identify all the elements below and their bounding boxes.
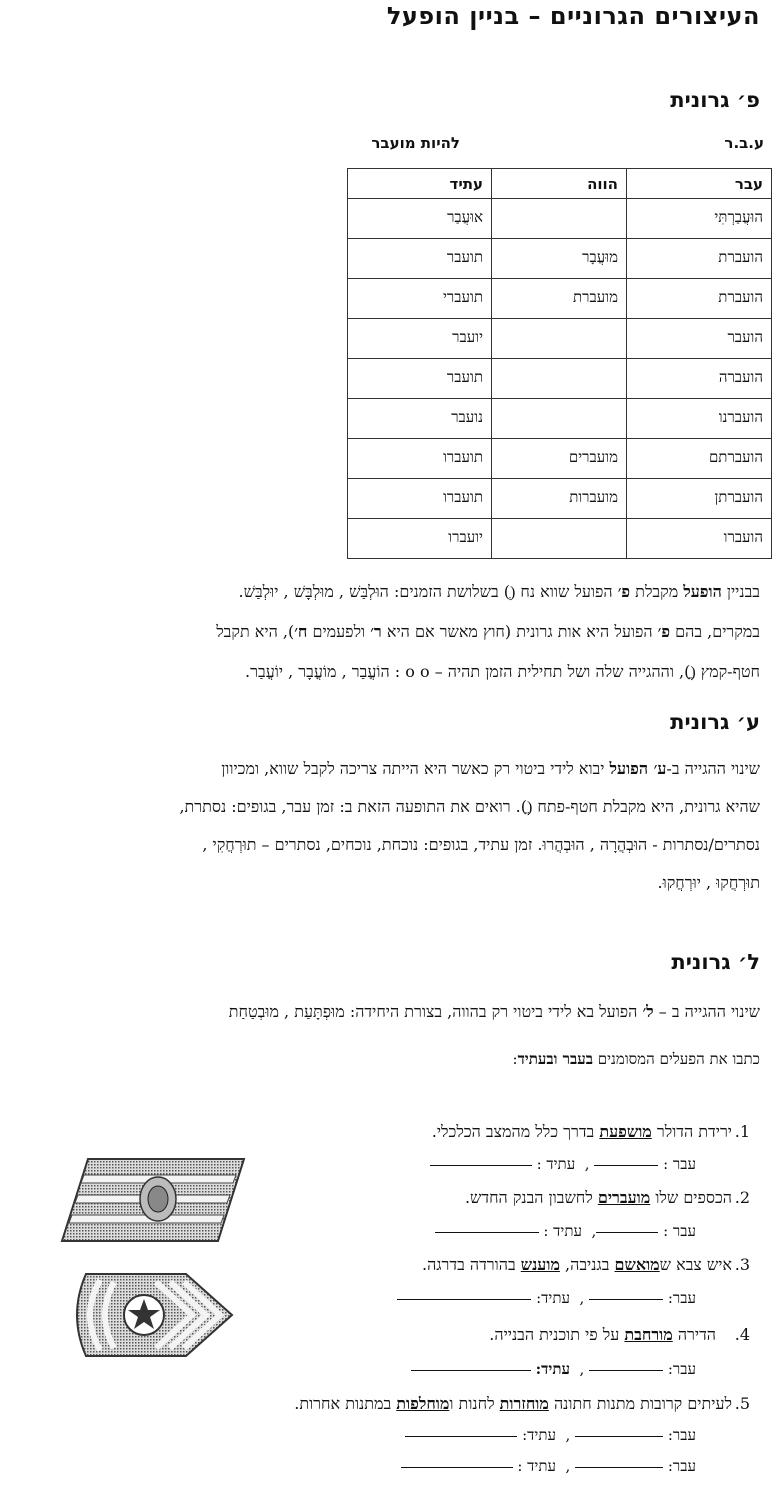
ayin-line-2: שהיא גרונית, היא מקבלת חטף-פתח (ֲ). רואים את התופעה הזאת ב: זמן עבר, בגופים: נסתרת, [179, 797, 760, 816]
past-label: עבר: [667, 1457, 696, 1475]
marked-verb: מועברים [597, 1188, 651, 1207]
table-cell [492, 319, 627, 359]
table-cell: הועברו [627, 519, 772, 559]
pe-line-2: במקרים, בהם פ׳ הפועל היא אות גרונית (חוץ מאשר אם היא ר׳ ולפעמים ח׳), היא תקבל [216, 622, 760, 641]
table-cell: הועברנו [627, 399, 772, 439]
column-header: עבר [627, 169, 772, 199]
table-row [348, 239, 772, 279]
root-label: ע.ב.ר [724, 134, 764, 152]
table-row [348, 399, 772, 439]
past-blank[interactable] [596, 1231, 658, 1233]
rank-insignia-bars-image [58, 1155, 248, 1245]
pe-explanation [0, 572, 760, 692]
table-cell: נועבר [348, 399, 492, 439]
page-title: העיצורים הגרוניים – בניין הופעל [386, 2, 760, 30]
table-cell: מוּעֲבָר [492, 239, 627, 279]
table-row [348, 319, 772, 359]
table-cell [492, 199, 627, 239]
exercise-number: 1. [734, 1122, 750, 1141]
conjugation-table [347, 168, 772, 559]
marked-verb: מוחלפות [396, 1394, 450, 1413]
past-label: עבר: [667, 1360, 696, 1378]
past-blank[interactable] [594, 1164, 658, 1166]
table-row [348, 519, 772, 559]
exercise-sentence: לעיתים קרובות מתנות חתונה מוחזרות לחנות ומוחלפות במתנות אחרות. [294, 1394, 732, 1413]
marked-verb: מוענש [520, 1255, 560, 1274]
table-row [348, 439, 772, 479]
table-cell: מועברות [492, 479, 627, 519]
exercise-sentence: הדירה מורחבת על פי תוכנית הבנייה. [489, 1325, 716, 1344]
answer-line: עבר : , עתיד : [430, 1155, 696, 1174]
future-blank[interactable] [397, 1298, 531, 1300]
exercise-number: 2. [734, 1188, 750, 1207]
future-label: עתיד : [536, 1155, 576, 1173]
future-label: עתיד: [522, 1426, 556, 1444]
exercise-sentence: ירידת הדולר מושפעת בדרך כלל מהמצב הכלכלי. [431, 1122, 732, 1141]
lamed-line-1: שינוי ההגייה ב – ל׳ הפועל בא לידי ביטוי רק בהווה, בצורת היחידה: מוּפְתָּעַת , מוּבְטַחַת [228, 1002, 760, 1021]
future-label: עתיד: [536, 1289, 570, 1307]
table-row [348, 359, 772, 399]
table-cell: הועברתם [627, 439, 772, 479]
table-cell: מועברים [492, 439, 627, 479]
past-label: עבר: [667, 1426, 696, 1444]
exercise-sentence: הכספים שלו מועברים לחשבון הבנק החדש. [464, 1188, 732, 1207]
answer-line: עבר : , עתיד : [435, 1222, 696, 1241]
marked-verb: מואשם [614, 1255, 660, 1274]
table-row [348, 479, 772, 519]
table-cell: תועבר [348, 239, 492, 279]
future-blank[interactable] [401, 1466, 513, 1468]
table-cell: הועברה [627, 359, 772, 399]
future-blank[interactable] [430, 1164, 532, 1166]
lamed-explanation [0, 992, 760, 1032]
table-cell: תועבר [348, 359, 492, 399]
past-label: עבר : [663, 1155, 696, 1173]
future-label: עתיד : [543, 1222, 582, 1240]
exercise-instruction: כתבו את הפעלים המסומנים בעבר ובעתיד: [512, 1050, 760, 1068]
future-label: עתיד: [535, 1360, 570, 1378]
table-cell: הוּעֲבַרְתִּי [627, 199, 772, 239]
ayin-line-1: שינוי ההגייה ב-ע׳ הפועל יבוא לידי ביטוי רק כאשר היא הייתה צריכה לקבל שווא, ומכיוון [221, 759, 760, 778]
answer-line: עבר: , עתיד: [397, 1289, 696, 1308]
answer-line: עבר: , עתיד: [405, 1426, 696, 1445]
ayin-line-3: נסתרים/נסתרות - הוּבְהֲרָה , הוּבְהֲרוּ. זמן עתיד, בגופים: נוכחת, נוכחים, נסתרים – תוּרְחֲקִי , [202, 835, 760, 854]
table-cell: יועבר [348, 319, 492, 359]
marked-verb: מורחבת [624, 1325, 673, 1344]
future-blank[interactable] [405, 1435, 517, 1437]
answer-line: עבר: , עתיד : [401, 1457, 696, 1476]
table-cell: הועברת [627, 279, 772, 319]
ayin-explanation [0, 750, 760, 902]
infinitive-label: להיות מועבר [371, 134, 460, 152]
table-cell [492, 519, 627, 559]
table-cell [492, 399, 627, 439]
table-cell: יועברו [348, 519, 492, 559]
table-cell: תועברי [348, 279, 492, 319]
future-label: עתיד : [517, 1457, 556, 1475]
table-cell: מועברת [492, 279, 627, 319]
marked-verb: מושפעת [599, 1122, 652, 1141]
section-heading-lamed: ל׳ גרונית [671, 950, 760, 974]
past-blank[interactable] [575, 1435, 663, 1437]
past-blank[interactable] [575, 1466, 663, 1468]
marked-verb: מוחזרות [499, 1394, 549, 1413]
ayin-line-4: תוּרְחֲקוּ , יוּרְחֲקוּ. [657, 873, 760, 892]
future-blank[interactable] [435, 1231, 539, 1233]
section-heading-pe: פ׳ גרונית [670, 88, 760, 112]
table-header-row [348, 169, 772, 199]
table-cell: תועברו [348, 479, 492, 519]
past-label: עבר : [663, 1222, 696, 1240]
table-cell: הועברת [627, 239, 772, 279]
table-row [348, 279, 772, 319]
exercise-sentence: איש צבא שמואשם בגניבה, מוענש בהורדה בדרגה. [421, 1255, 732, 1274]
exercise-number: 5. [734, 1394, 750, 1413]
past-blank[interactable] [589, 1369, 663, 1371]
table-cell: הועבר [627, 319, 772, 359]
pe-line-1: בבניין הופעל מקבלת פ׳ הפועל שווא נח (ְ) בשלושת הזמנים: הוּלְבַּשׁ , מוּלְבָּשׁ , יוּלְבַּשׁ. [238, 582, 760, 601]
past-label: עבר: [667, 1289, 696, 1307]
column-header: עתיד [348, 169, 492, 199]
table-cell: אוּעֲבַר [348, 199, 492, 239]
rank-insignia-chevrons-image [66, 1270, 236, 1360]
exercise-number: 3. [734, 1255, 750, 1274]
future-blank[interactable] [411, 1369, 531, 1371]
past-blank[interactable] [589, 1298, 663, 1300]
table-cell: תועברו [348, 439, 492, 479]
table-row [348, 199, 772, 239]
table-cell: הועברתן [627, 479, 772, 519]
section-heading-ayin: ע׳ גרונית [670, 710, 760, 734]
answer-line: עבר: , עתיד: [411, 1360, 696, 1379]
pe-line-3: חטף-קמץ (ֳ), וההגייה שלה ושל תחילית הזמן תהיה – o o : הוֹעֳבַר , מוֹעֳבָר , יוֹעֳבַר. [245, 662, 760, 681]
exercise-number: 4. [734, 1325, 750, 1344]
column-header: הווה [492, 169, 627, 199]
table-cell [492, 359, 627, 399]
